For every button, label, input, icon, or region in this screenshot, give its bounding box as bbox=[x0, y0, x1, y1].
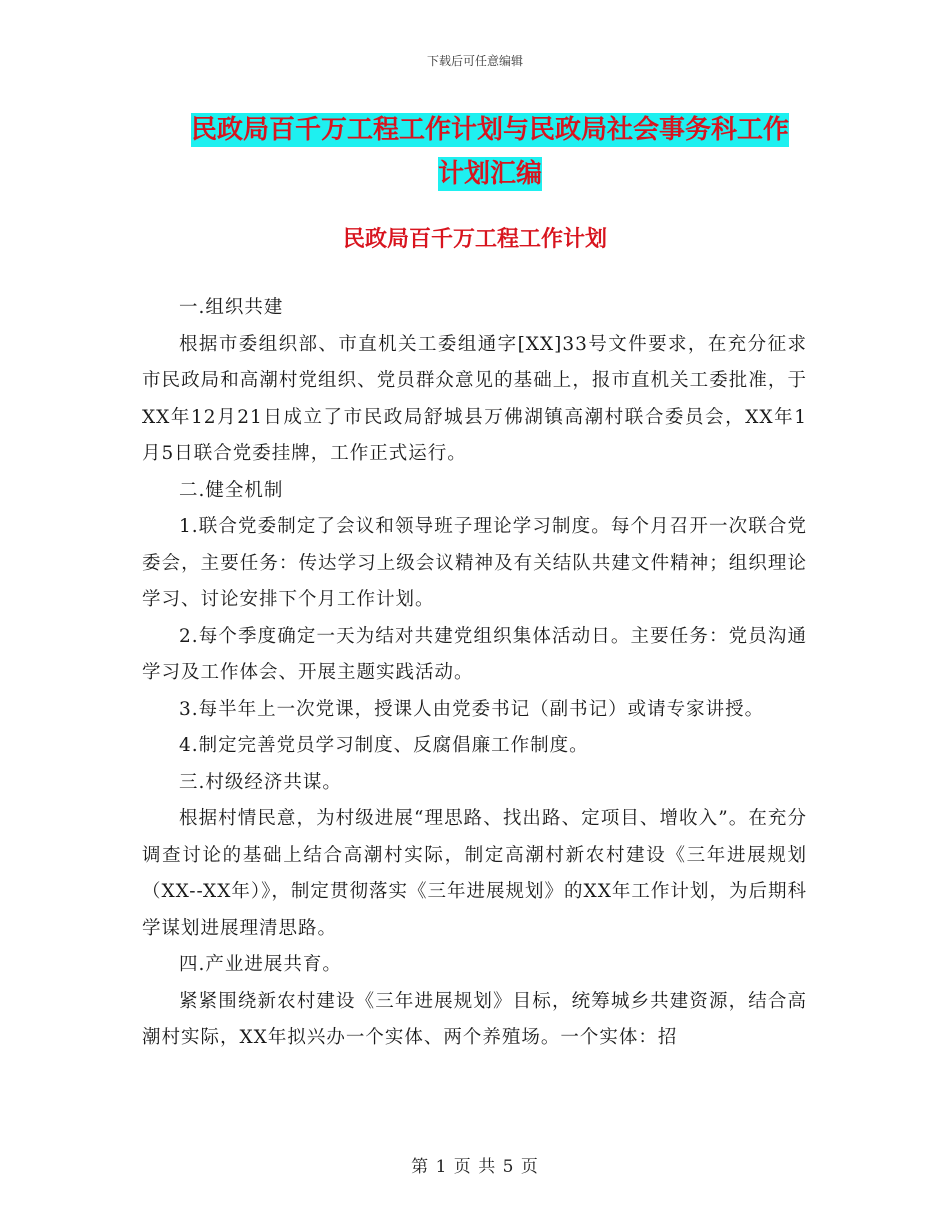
paragraph: 2.每个季度确定一天为结对共建党组织集体活动日。主要任务：党员沟通学习及工作体会、开展主题实践活动。 bbox=[142, 625, 807, 683]
title-line-1: 民政局百千万工程工作计划与民政局社会事务科工作 bbox=[190, 115, 789, 145]
header-note: 下载后可任意编辑 bbox=[426, 54, 523, 68]
paragraph: 4.制定完善党员学习制度、反腐倡廉工作制度。 bbox=[179, 735, 589, 756]
paragraph: 紧紧围绕新农村建设《三年进展规划》目标，统筹城乡共建资源，结合高潮村实际，XX年拟兴办一个实体、两个养殖场。一个实体：招 bbox=[142, 990, 807, 1048]
paragraph: 1.联合党委制定了会议和领导班子理论学习制度。每个月召开一次联合党委会，主要任务：传达学习上级会议精神及有关结队共建文件精神；组织理论学习、讨论安排下个月工作计划。 bbox=[142, 516, 807, 610]
heading-organization: 一.组织共建 bbox=[179, 297, 284, 318]
heading-economy: 三.村级经济共谋。 bbox=[179, 771, 342, 793]
document-body bbox=[142, 290, 807, 1057]
page-footer: 第 1 页 共 5 页 bbox=[411, 1157, 539, 1177]
heading-industry: 四.产业进展共育。 bbox=[179, 954, 342, 975]
paragraph: 根据市委组织部、市直机关工委组通字[XX]33号文件要求，在充分征求市民政局和高潮村党组织、党员群众意见的基础上，报市直机关工委批准，于XX年12月21日成立了市民政局舒城县万佛湖镇高潮村联合委员会，XX年1月5日联合党委挂牌，工作正式运行。 bbox=[142, 333, 807, 464]
title-line-2: 计划汇编 bbox=[437, 159, 542, 189]
paragraph: 3.每半年上一次党课，授课人由党委书记（副书记）或请专家讲授。 bbox=[179, 698, 765, 720]
heading-mechanism: 二.健全机制 bbox=[179, 479, 284, 501]
paragraph: 根据村情民意，为村级进展“理思路、找出路、定项目、增收入”。在充分调查讨论的基础上结合高潮村实际，制定高潮村新农村建设《三年进展规划（XX--XX年）》，制定贯彻落实《三年进展规划》的XX年工作计划，为后期科学谋划进展理清思路。 bbox=[142, 808, 807, 939]
document-title bbox=[140, 108, 840, 196]
section-title: 民政局百千万工程工作计划 bbox=[342, 227, 607, 252]
